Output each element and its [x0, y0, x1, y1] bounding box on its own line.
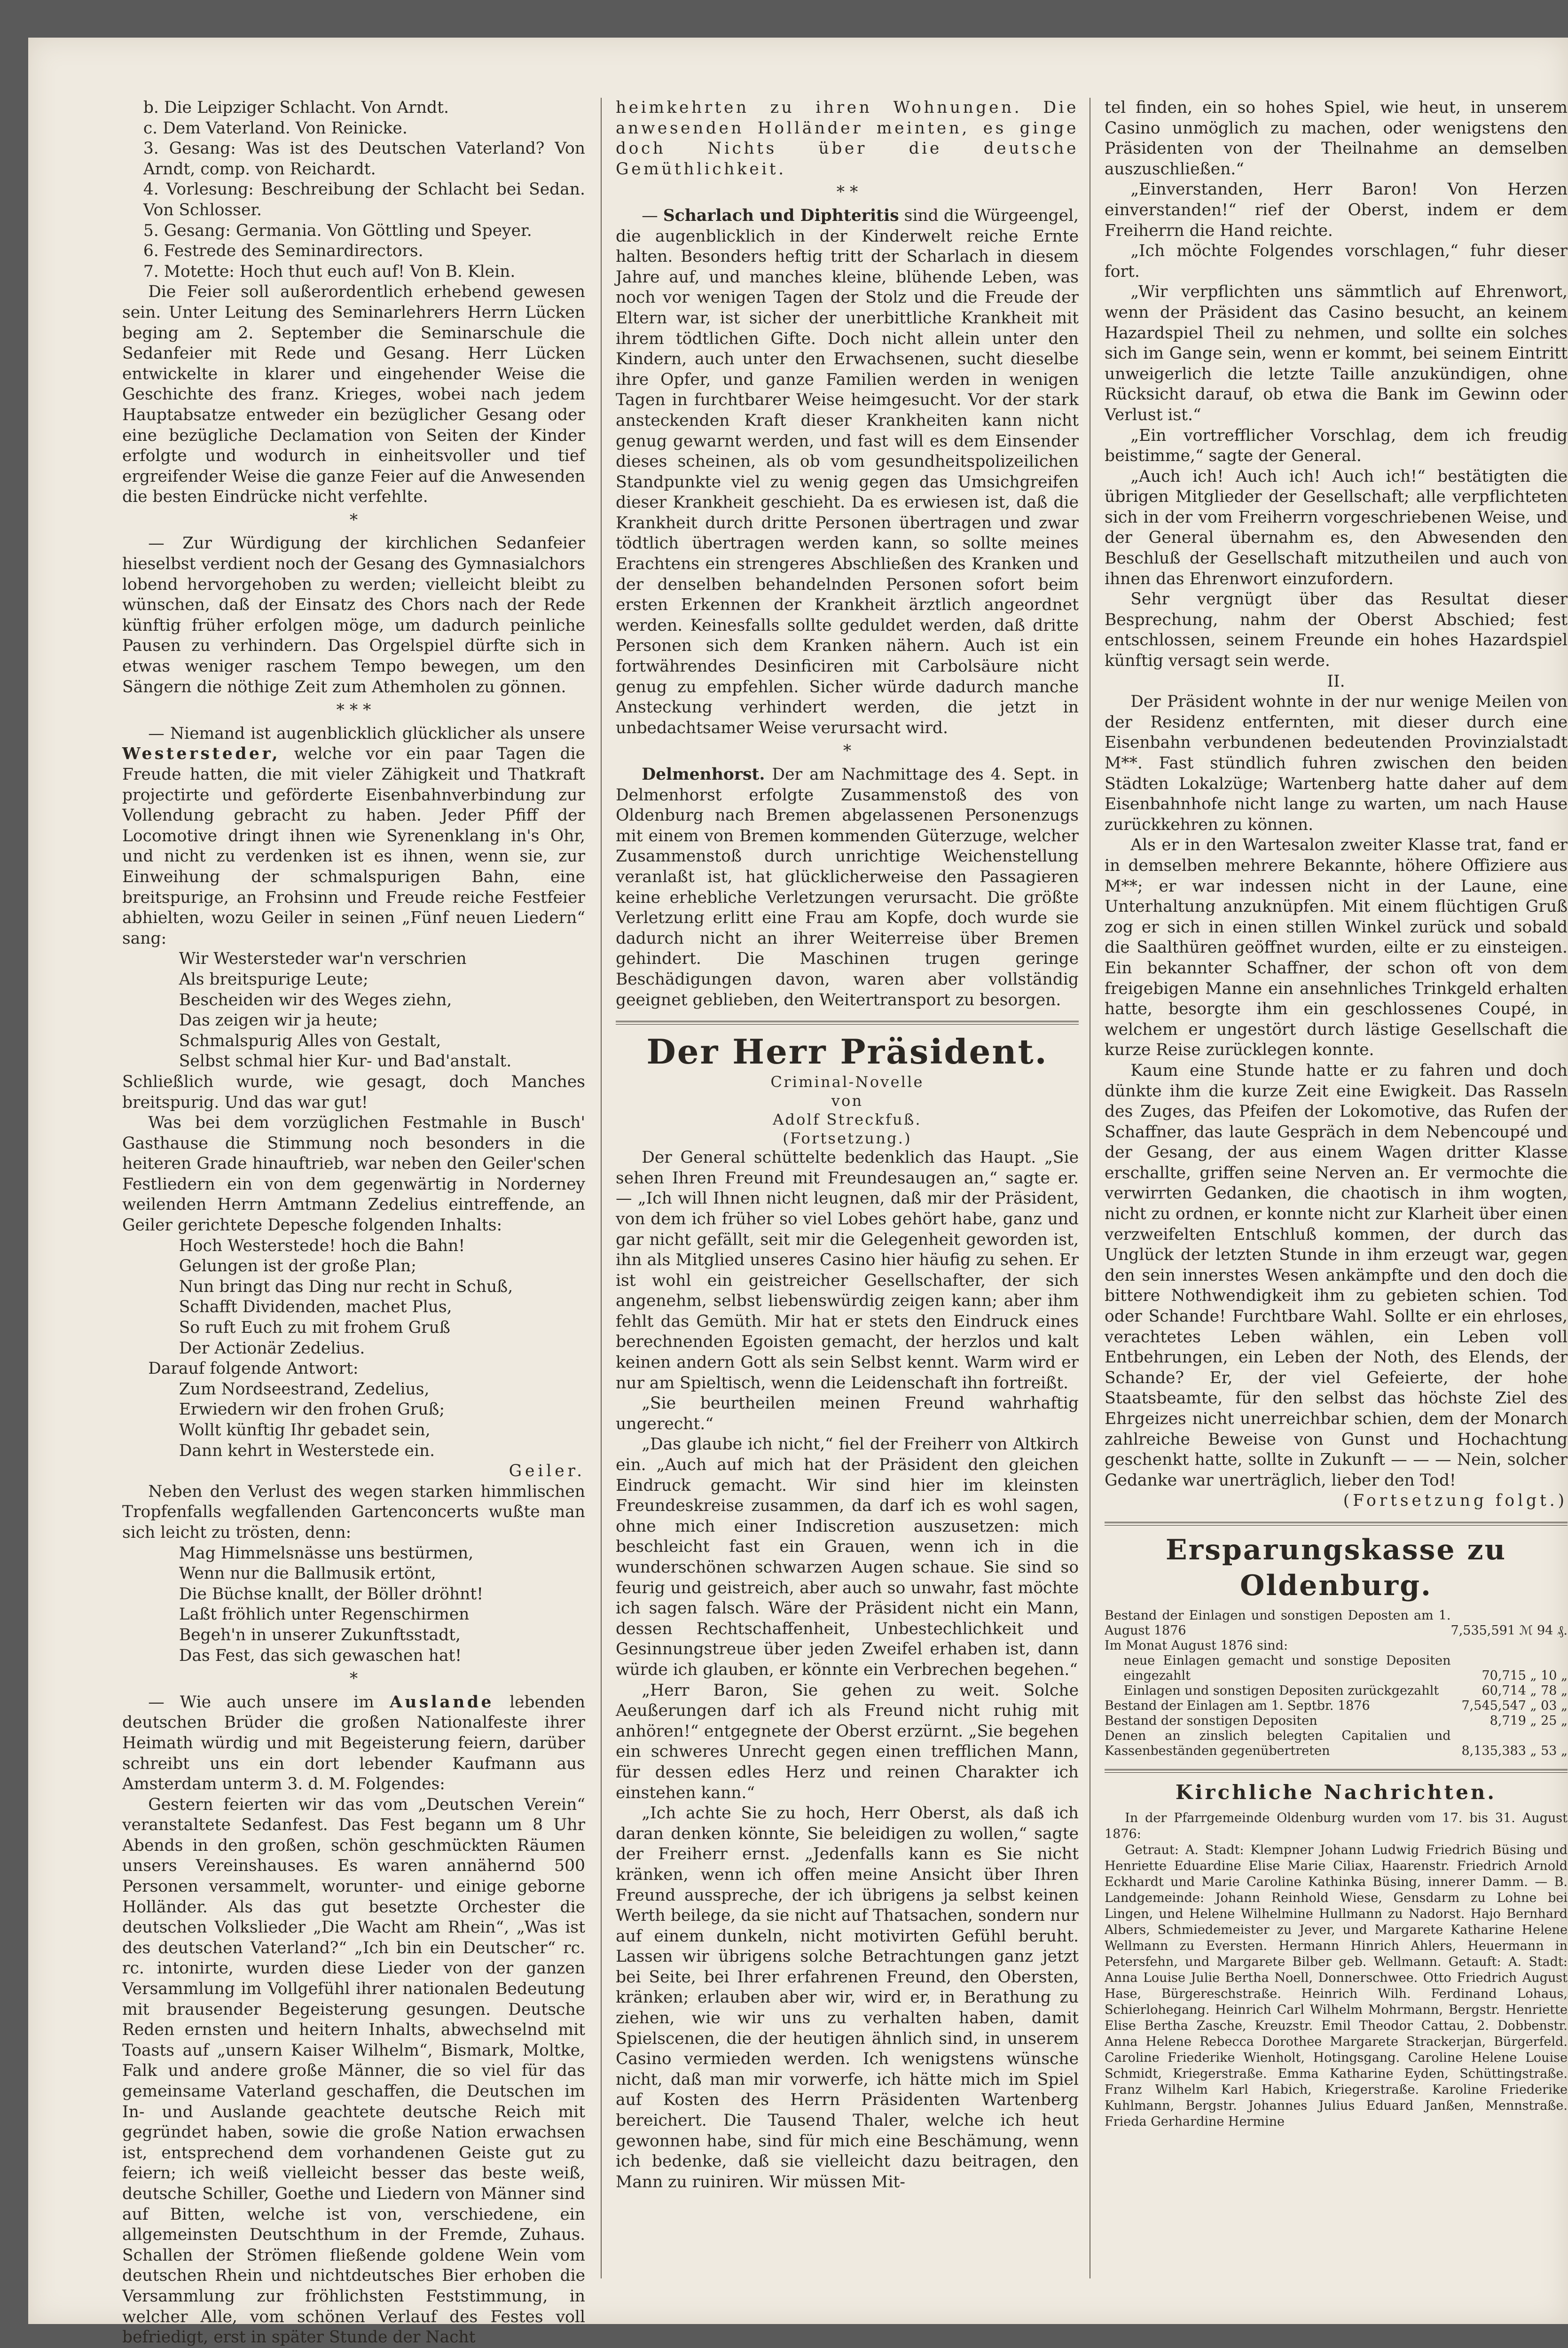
program-item: c. Dem Vaterland. Von Reinicke. [143, 118, 408, 138]
column-rule-1 [601, 98, 602, 2278]
verse-line: So ruft Euch zu mit frohem Gruß [179, 1318, 450, 1338]
row-label: Im Monat August 1876 sind: [1105, 1638, 1288, 1653]
place-name: Delmenhorst. [642, 765, 765, 784]
bank-table [1105, 1608, 1568, 1759]
separator-star: * [349, 1669, 358, 1689]
article-paragraph: Der Präsident wohnte in der nur wenige Meilen von der Residenz entfernten, mit dieser durch eine Eisenbahn verbundenen bedeutenden Provinzialstadt M**. Fast stündlich fuhren zwischen den beiden Städten Lokalzüge; Wartenberg hatte daher auf dem Eisenbahnhofe nicht lange zu warten, um nach Hause zurückkehren zu können. [1105, 692, 1568, 834]
article-paragraph: „Ich möchte Folgendes vorschlagen,“ fuhr dieser fort. [1105, 242, 1568, 281]
novella-title: Der Herr Präsident. [646, 1032, 1048, 1072]
article-paragraph: „Auch ich! Auch ich! Auch ich!“ bestätigten die übrigen Mitglieder der Gesellschaft; alle verpflichteten sich in der vom Freiherrn vorgeschriebenen Weise, und der General übernahm es, den Abwesenden den Beschluß der Gesellschaft mitzutheilen und auch von ihnen das Ehrenwort einzufordern. [1105, 467, 1568, 588]
row-value: 70,715 „ 10 „ [1482, 1668, 1568, 1683]
verse-line: Das Fest, das sich gewaschen hat! [179, 1646, 462, 1665]
bank-title: Ersparungskasse zu Oldenburg. [1165, 1533, 1507, 1602]
emphasis: Auslande [389, 1692, 494, 1712]
article-paragraph [616, 206, 1079, 738]
article-paragraph: heimkehrten zu ihren Wohnungen. Die anwesenden Holländer meinten, es ginge doch Nichts über die deutsche Gemüthlichkeit. [616, 98, 1079, 179]
text-run: — Wie auch unsere im [148, 1692, 390, 1712]
church-title: Kirchliche Nachrichten. [1175, 1780, 1497, 1804]
article-paragraph: „Das glaube ich nicht,“ fiel der Freiherr von Altkirch ein. „Auch auf mich hat der Präsident den gleichen Eindruck gemacht. Wir sind hier im kleinsten Freundeskreise zusammen, da darf ich es wohl sagen, ohne mich einer Indiscretion auszusetzen: mich beschleicht fast ein Grauen, wenn ich in die wunderschönen schwarzen Augen schaue. Sie sind so feurig und geistreich, aber auch so unwahr, fast möchte ich sagen falsch. Wäre der Präsident nicht ein Mann, dessen Rechtschaffenheit, Unbestechlichkeit und Gesinnungstreue über jeden Zweifel erhaben ist, dann würde ich glauben, er könnte ein Verbrechen begehen.“ [616, 1435, 1079, 1679]
verse-line: Erwiedern wir den frohen Gruß; [179, 1400, 445, 1419]
column-2 [616, 98, 1079, 2192]
row-label: Einlagen und sonstigen Depositen zurückgezahlt [1123, 1683, 1439, 1698]
signature: Geiler. [509, 1462, 585, 1481]
article-paragraph [122, 724, 585, 949]
article-paragraph: „Ein vortrefflicher Vorschlag, dem ich freudig beistimme,“ sagte der General. [1105, 426, 1568, 466]
program-item: 3. Gesang: Was ist des Deutschen Vaterland? Von Arndt, comp. von Reichardt. [143, 139, 585, 179]
text-run: lebenden deutschen Brüder die großen Nationalfeste ihrer Heimath würdig und mit Begeisterung feiern, darüber schreibt uns ein dort lebender Kaufmann aus Amsterdam unterm 3. d. M. Folgendes: [122, 1692, 585, 1794]
program-item: 5. Gesang: Germania. Von Göttling und Speyer. [143, 221, 532, 240]
verse-line: Die Büchse knallt, der Böller dröhnt! [179, 1584, 484, 1604]
row-value: 8,719 „ 25 „ [1490, 1713, 1568, 1728]
verse-line: Der Actionär Zedelius. [179, 1338, 365, 1358]
table-row [1105, 1714, 1568, 1729]
verse-line: Hoch Westerstede! hoch die Bahn! [179, 1236, 465, 1255]
article-paragraph: Was bei dem vorzüglichen Festmahle in Busch' Gasthause die Stimmung noch besonders in die heiteren Grade hinauftrieb, war neben den Geiler'schen Festliedern ein von dem gegenwärtig in Norderney weilenden Herrn Amtmann Zedelius eintreffende, an Geiler gerichtete Depesche folgenden Inhalts: [122, 1113, 585, 1235]
row-value: 7,545,547 „ 03 „ [1461, 1698, 1568, 1713]
column-3 [1105, 98, 1568, 2130]
verse-line: Als breitspurige Leute; [179, 970, 368, 989]
table-row [1105, 1698, 1568, 1714]
row-label: Denen an zinslich belegten Capitalien und Kassenbeständen gegenübertreten [1105, 1728, 1451, 1758]
verse-line: Dann kehrt in Westerstede ein. [179, 1441, 435, 1460]
novella-author: Adolf Streckfuß. [773, 1111, 922, 1129]
table-row [1105, 1653, 1568, 1683]
verse-line: Begeh'n in unserer Zukunftsstadt, [179, 1625, 461, 1644]
continuation-note: (Fortsetzung folgt.) [1343, 1491, 1568, 1511]
separator-star: * * * [336, 701, 371, 720]
novella-by: von [831, 1092, 863, 1110]
table-row [1105, 1683, 1568, 1698]
table-row [1105, 1608, 1568, 1638]
verse-line: Schmalspurig Alles von Gestalt, [179, 1031, 441, 1050]
verse-line: Wir Westersteder war'n verschrien [179, 949, 467, 969]
row-value [1451, 1638, 1568, 1653]
church-intro: In der Pfarrgemeinde Oldenburg wurden vom 17. bis 31. August 1876: [1105, 1810, 1568, 1841]
chapter-number: II. [1327, 672, 1345, 691]
row-value: 8,135,383 „ 53 „ [1461, 1743, 1568, 1758]
article-paragraph: „Herr Baron, Sie gehen zu weit. Solche Aeußerungen darf ich als Freund nicht ruhig mit anhören!“ entgegnete der Oberst erzürnt. „Sie begehen ein schweres Unrecht gegen einen trefflichen Mann, für dessen edles Herz und reinen Charakter ich einstehen kann.“ [616, 1681, 1079, 1802]
place-name: Westersteder, [122, 744, 281, 764]
column-1 [122, 98, 585, 2348]
program-item: 6. Festrede des Seminardirectors. [143, 242, 423, 261]
continuation-note: (Fortsetzung.) [783, 1129, 912, 1148]
church-text: Getraut: A. Stadt: Klempner Johann Ludwig Friedrich Büsing und Henriette Eduardine Elise Marie Ciliax, Haarenstr. Friedrich Arnold Eckhardt und Marie Caroline Kathinka Büsing, innerer Damm. — B. Landgemeinde: Johann Reinhold Wiese, Gensdarm zu Lohne bei Lingen, und Helene Wilhelmine Hullmann zu Nadorst. Hajo Bernhard Albers, Schmiedemeister zu Jever, und Margarete Katharine Helene Wellmann zu Eversten. Hermann Hinrich Ahlers, Heuermann in Petersfehn, und Margarete Bilber geb. Wellmann. Getauft: A. Stadt: Anna Louise Julie Bertha Noell, Donnerschwee. Otto Friedrich August Hase, Bürgereschstraße. Heinrich Wilh. Ferdinand Lohaus, Schierlohegang. Heinrich Carl Wilhelm Mohrmann, Bergstr. Henriette Elise Bertha Zasche, Kreuzstr. Emil Theodor Cattau, 2. Dobbenstr. Anna Helene Rebecca Dorothee Margarete Strackerjan, Bürgerfeld. Caroline Friederike Wienholt, Hotingsgang. Caroline Helene Louise Schmidt, Kriegerstraße. Emma Katharine Eyden, Schüttingstraße. Franz Wilhelm Karl Habich, Kriegerstraße. Karoline Friederike Kuhlmann, Bergstr. Johannes Julius Eduard Janßen, Mennstraße. Frieda Gerhardine Hermine [1105, 1842, 1568, 2129]
program-item: 4. Vorlesung: Beschreibung der Schlacht bei Sedan. Von Schlosser. [143, 180, 585, 219]
verse-line: Selbst schmal hier Kur- und Bad'anstalt. [179, 1052, 512, 1071]
program-item: b. Die Leipziger Schlacht. Von Arndt. [143, 98, 449, 117]
verse-line: Laßt fröhlich unter Regenschirmen [179, 1605, 470, 1624]
row-label: Bestand der Einlagen und sonstigen Deposten am 1. August 1876 [1105, 1608, 1451, 1638]
article-paragraph: Der General schüttelte bedenklich das Haupt. „Sie sehen Ihren Freund mit Freundesaugen an,“ sagte er. — „Ich will Ihnen nicht leugnen, daß mir der Präsident, von dem ich früher so viel Lobes gehört habe, ganz und gar nicht gefällt, seit mir die Gelegenheit geworden ist, ihn als Mitglied unseres Casino hier häufig zu sehen. Er ist wohl ein geistreicher Gesellschafter, der sich angenehm, selbst liebenswürdig zeigen kann; aber ihm fehlt das Gemüth. Mir hat er stets den Eindruck eines berechnenden Egoisten gemacht, der herzlos und kalt keinen andern Gott als sein Selbst kennt. Warm wird er nur am Spieltisch, wenn die Leidenschaft ihn fortreißt. [616, 1148, 1079, 1393]
verse-line: Wollt künftig Ihr gebadet sein, [179, 1421, 431, 1440]
text-run: welche vor ein paar Tagen die Freude hatten, die mit vieler Zähigkeit und Thatkraft projectirte und geförderte Eisenbahnverbindung zur Vollendung gebracht zu haben. Jeder Pfiff der Locomotive dringt ihnen wie Syrenenklang in's Ohr, und nicht zu verdenken ist es ihnen, wenn sie, zur Einweihung der schmalspurigen Bahn, eine breitspurige, an Frohsinn und Freude reiche Festfeier abhielten, wozu Geiler in seinen „Fünf neuen Liedern“ sang: [122, 744, 585, 948]
text-run: Der am Nachmittage des 4. Sept. in Delmenhorst erfolgte Zusammenstoß des von Oldenburg nach Bremen abgelassenen Personenzugs mit einem von Bremen kommenden Güterzuge, welcher Zusammenstoß durch unrichtige Weichenstellung veranlaßt ist, hat glücklicherweise den Passagieren keine erhebliche Verletzungen verursacht. Die größte Verletzung erlitt eine Frau am Kopfe, doch wurde sie dadurch nicht an ihrer Weiterreise über Bremen gehindert. Die Maschinen trugen geringe Beschädigungen davon, waren aber vollständig geeignet geblieben, den Weitertransport zu besorgen. [616, 765, 1079, 1010]
article-paragraph: Gestern feierten wir das vom „Deutschen Verein“ veranstaltete Sedanfest. Das Fest begann um 8 Uhr Abends in den großen, schön geschmückten Räumen unsers Vereinshauses. Es waren annähernd 500 Personen versammelt, worunter- und einige geborne Holländer. Als das gut besetzte Orchester die deutschen Volkslieder „Die Wacht am Rhein“, „Was ist des deutschen Vaterland?“ „Ich bin ein Deutscher“ rc. rc. intonirte, wurden diese Lieder von der ganzen Versammlung im Vollgefühl ihrer nationalen Bedeutung mit brausender Begeisterung gesungen. Deutsche Reden ernsten und heitern Inhalts, abwechselnd mit Toasts auf „unsern Kaiser Wilhelm“, Bismark, Moltke, Falk und andere große Männer, die so viel für das gemeinsame Vaterland geschaffen, die Deutschen im In- und Auslande geachtete deutsche Reich mit gegründet haben, sowie die große Nation erwachsen ist, entsprechend dem vorhandenen Geiste gut zu feiern; ich weiß vielleicht besser das beste weiß, deutsche Schiller, Goethe und Liedern von Männer sind auf Bitten, welche ist von, verschiedene, ein allgemeinsten Deutschthum in der Fremde, Zuhaus. Schallen der Strömen fließende goldene Wein vom deutschen Rhein und nichtdeutsches Bier erhoben die Versammlung zur fröhlichsten Feststimmung, in welcher Alle, vom schönen Verlauf des Festes voll befriedigt, erst in später Stunde der Nacht [122, 1795, 585, 2347]
verse-line: Schafft Dividenden, machet Plus, [179, 1298, 452, 1317]
row-value: 60,714 „ 78 „ [1482, 1683, 1568, 1698]
separator-star: * * [836, 183, 858, 202]
separator-star: * [349, 510, 358, 530]
row-value: 7,535,591 ℳ 94 ₰. [1450, 1623, 1568, 1638]
article-paragraph: „Wir verpflichten uns sämmtlich auf Ehrenwort, wenn der Präsident das Casino besucht, an keinem Hazardspiel Theil zu nehmen, und sollte ein solches sich im Gange sein, wenn er kommt, bei seinem Eintritt unweigerlich die letzte Taille anzukündigen, ohne Rücksicht darauf, ob etwa die Bank im Gewinn oder Verlust ist.“ [1105, 282, 1568, 424]
novella-genre: Criminal-Novelle [770, 1073, 924, 1091]
article-paragraph: „Einverstanden, Herr Baron! Von Herzen einverstanden!“ rief der Oberst, indem er dem Freiherrn die Hand reichte. [1105, 180, 1568, 240]
program-item: 7. Motette: Hoch thut euch auf! Von B. Klein. [143, 262, 516, 281]
article-paragraph: — Zur Würdigung der kirchlichen Sedanfeier hieselbst verdient noch der Gesang des Gymnasialchors lobend hervorgehoben zu werden; vielleicht bleibt zu wünschen, daß der Einsatz des Chors nach der Rede künftig früher erfolgen möge, um dadurch peinliche Pausen zu verhindern. Das Orgelspiel dürfte sich in etwas weniger raschem Tempo bewegen, um den Sängern die nöthige Zeit zum Athemholen zu gönnen. [122, 534, 585, 697]
article-paragraph: „Ich achte Sie zu hoch, Herr Oberst, als daß ich daran denken könnte, Sie beleidigen zu wollen,“ sagte der Freiherr ernst. „Jedenfalls kann es Sie nicht kränken, wenn ich offen meine Ansicht über Ihren Freund ausspreche, der ich übrigens ja selbst keinen Werth beilege, da sie nicht auf Thatsachen, sondern nur auf einem dunkeln, nicht motivirten Gefühl beruht. Lassen wir übrigens solche Betrachtungen ganz jetzt bei Seite, bei Ihrer erfahrenen Freund, den Obersten, kränken; erlauben aber wir, wird er, in Berathung zu ziehen, wie wir uns zu verhalten haben, damit Spielscenen, die der heutigen ähnlich sind, in unserem Casino vermieden werden. Ich wenigstens wünsche nicht, daß man mir vorwerfe, ich hätte mich im Spiel auf Kosten des Herrn Präsidenten Wartenberg bereichert. Die Tausend Thaler, welche ich heut gewonnen habe, sind für mich eine Beschämung, wenn ich bedenke, daß sie vielleicht dazu beitragen, den Mann zu ruiniren. Wir müssen Mit- [616, 1804, 1079, 2191]
article-paragraph: Darauf folgende Antwort: [148, 1359, 359, 1378]
article-paragraph: Die Feier soll außerordentlich erhebend gewesen sein. Unter Leitung des Seminarlehrers Herrn Lücken beging am 2. September die Seminarschule die Sedanfeier mit Rede und Gesang. Herr Lücken entwickelte in klarer und eingehender Weise die Geschichte des franz. Krieges, wobei nach jedem Hauptabsatze entweder ein bezüglicher Gesang oder eine bezügliche Declamation von Seiten der Kinder erfolgte und wodurch in einheitsvoller und tief ergreifender Weise die ganze Feier auf die Anwesenden die besten Eindrücke nicht verfehlte. [122, 282, 585, 507]
table-row [1105, 1638, 1568, 1653]
verse-line: Mag Himmelsnässe uns bestürmen, [179, 1543, 474, 1563]
section-divider [1105, 1769, 1568, 1773]
article-paragraph: Kaum eine Stunde hatte er zu fahren und doch dünkte ihm die kurze Zeit eine Ewigkeit. Das Rasseln des Zuges, das Pfeifen der Lokomotive, das Rufen der Schaffner, das laute Gespräch in dem Nebencoupé und der Gesang, der aus einem Wagen dritter Klasse erschallte, griffen seine Nerven an. Er vermochte die verwirrten Gedanken, die chaotisch in ihm wogten, nicht zu ordnen, er konnte nicht zur Klarheit über einen verzweifelten Entschluß kommen, der durch das Unglück der letzten Stunde in ihm erzeugt war, gegen den sein innerstes Wesen ankämpfte und den doch die bittere Nothwendigkeit ihm zu gebieten schien. Tod oder Schande! Furchtbare Wahl. Sollte er ein ehrloses, verachtetes Leben wählen, ein Leben voll Entbehrungen, ein Leben der Noth, des Elends, der Schande? Er, der viel Gefeierte, der hohe Staatsbeamte, für den selbst das höchste Ziel des Ehrgeizes nicht unerreichbar schien, dem der Monarch zahlreiche Beweise von Gunst und Hochachtung geschenkt hatte, sollte in Zukunft — — — Nein, solcher Gedanke war unerträglich, lieber den Tod! [1105, 1061, 1568, 1490]
article-paragraph: Als er in den Wartesalon zweiter Klasse trat, fand er in demselben mehrere Bekannte, höhere Offiziere aus M**; er war indessen nicht in der Laune, eine Unterhaltung anzuknüpfen. Mit einem flüchtigen Gruß zog er sich in einen stillen Winkel zurück und sobald die Saalthüren geöffnet wurden, eilte er zu einsteigen. Ein bekannter Schaffner, der schon oft von dem freigebigen Manne ein ansehnliches Trinkgeld erhalten hatte, besorgte ihm ein geschlossenes Coupé, in welchem er ungestört durch lästige Gesellschaft die kurze Reise zurücklegen konnte. [1105, 836, 1568, 1060]
section-divider [616, 1021, 1079, 1025]
row-label: Bestand der Einlagen am 1. Septbr. 1876 [1105, 1698, 1370, 1713]
row-label: neue Einlagen gemacht und sonstige Depositen eingezahlt [1123, 1653, 1451, 1683]
article-paragraph: Schließlich wurde, wie gesagt, doch Manches breitspurig. Und das war gut! [122, 1072, 585, 1112]
separator-star: * [843, 742, 852, 761]
text-run: — Niemand ist augenblicklich glücklicher als unsere [148, 724, 585, 743]
article-paragraph: Sehr vergnügt über das Resultat dieser Besprechung, nahm der Oberst Abschied; fest entschlossen, seinem Freunde ein hohes Hazardspiel künftig versagt sein werde. [1105, 590, 1568, 671]
article-paragraph: tel finden, ein so hohes Spiel, wie heut, in unserem Casino unmöglich zu machen, oder wenigstens den Präsidenten von der Theilnahme an demselben auszuschließen.“ [1105, 98, 1568, 179]
article-paragraph: Neben den Verlust des wegen starken himmlischen Tropfenfalls wegfallenden Gartenconcerts wußte man sich leicht zu trösten, denn: [122, 1482, 585, 1542]
verse-line: Wenn nur die Ballmusik ertönt, [179, 1564, 436, 1583]
verse-line: Bescheiden wir des Weges ziehn, [179, 990, 452, 1010]
text-run: — [642, 206, 663, 225]
article-paragraph [616, 765, 1079, 1010]
newspaper-page [28, 38, 1568, 2347]
row-label: Bestand der sonstigen Depositen [1105, 1713, 1317, 1728]
verse-line: Nun bringt das Ding nur recht in Schuß, [179, 1277, 513, 1296]
verse-line: Gelungen ist der große Plan; [179, 1257, 416, 1276]
headline-inline: Scharlach und Diphteritis [663, 206, 899, 225]
article-paragraph: „Sie beurtheilen meinen Freund wahrhaftig ungerecht.“ [616, 1394, 1079, 1433]
article-paragraph [122, 1692, 585, 1795]
table-row [1105, 1729, 1568, 1759]
verse-line: Zum Nordseestrand, Zedelius, [179, 1379, 430, 1399]
section-divider [1105, 1522, 1568, 1526]
verse-line: Das zeigen wir ja heute; [179, 1011, 378, 1030]
text-run: sind die Würgeengel, die augenblicklich in der Kinderwelt reiche Ernte halten. Besonders heftig tritt der Scharlach in diesem Jahre auf, und manches kleine, blühende Leben, was noch vor wenigen Tagen der Stolz und die Freude der Eltern war, ist sicher der unerbittliche Krankheit mit ihrem tödtlichen Gifte. Doch nicht allein unter den Kindern, auch unter den Erwachsenen, sucht dieselbe ihre Opfer, und ganze Familien werden in wenigen Tagen in furchtbarer Weise heimgesucht. Vor der stark ansteckenden Kraft dieser Krankheiten kann nicht genug gewarnt werden, und fast will es dem Einsender dieses scheinen, als ob vom gesundheitspolizeilichen Standpunkte viel zu wenig gegen das Umsichgreifen dieser Krankheit geschieht. Da es erwiesen ist, daß die Krankheit durch dritte Personen übertragen und zwar tödtlich übertragen werden kann, so sollte meines Erachtens ein strengeres Abschließen des Kranken und der denselben behandelnden Personen sofort beim ersten Erkennen der Krankheit ärztlich angeordnet werden. Keinesfalls sollte geduldet werden, daß dritte Personen sich dem Kranken nähern. Auch ist ein fortwährendes Desinficiren mit Carbolsäure nicht genug zu empfehlen. Sicher würde dadurch manche Ansteckung verhindert werden, die jetzt in unbedachtsamer Weise verursacht wird. [616, 206, 1079, 737]
